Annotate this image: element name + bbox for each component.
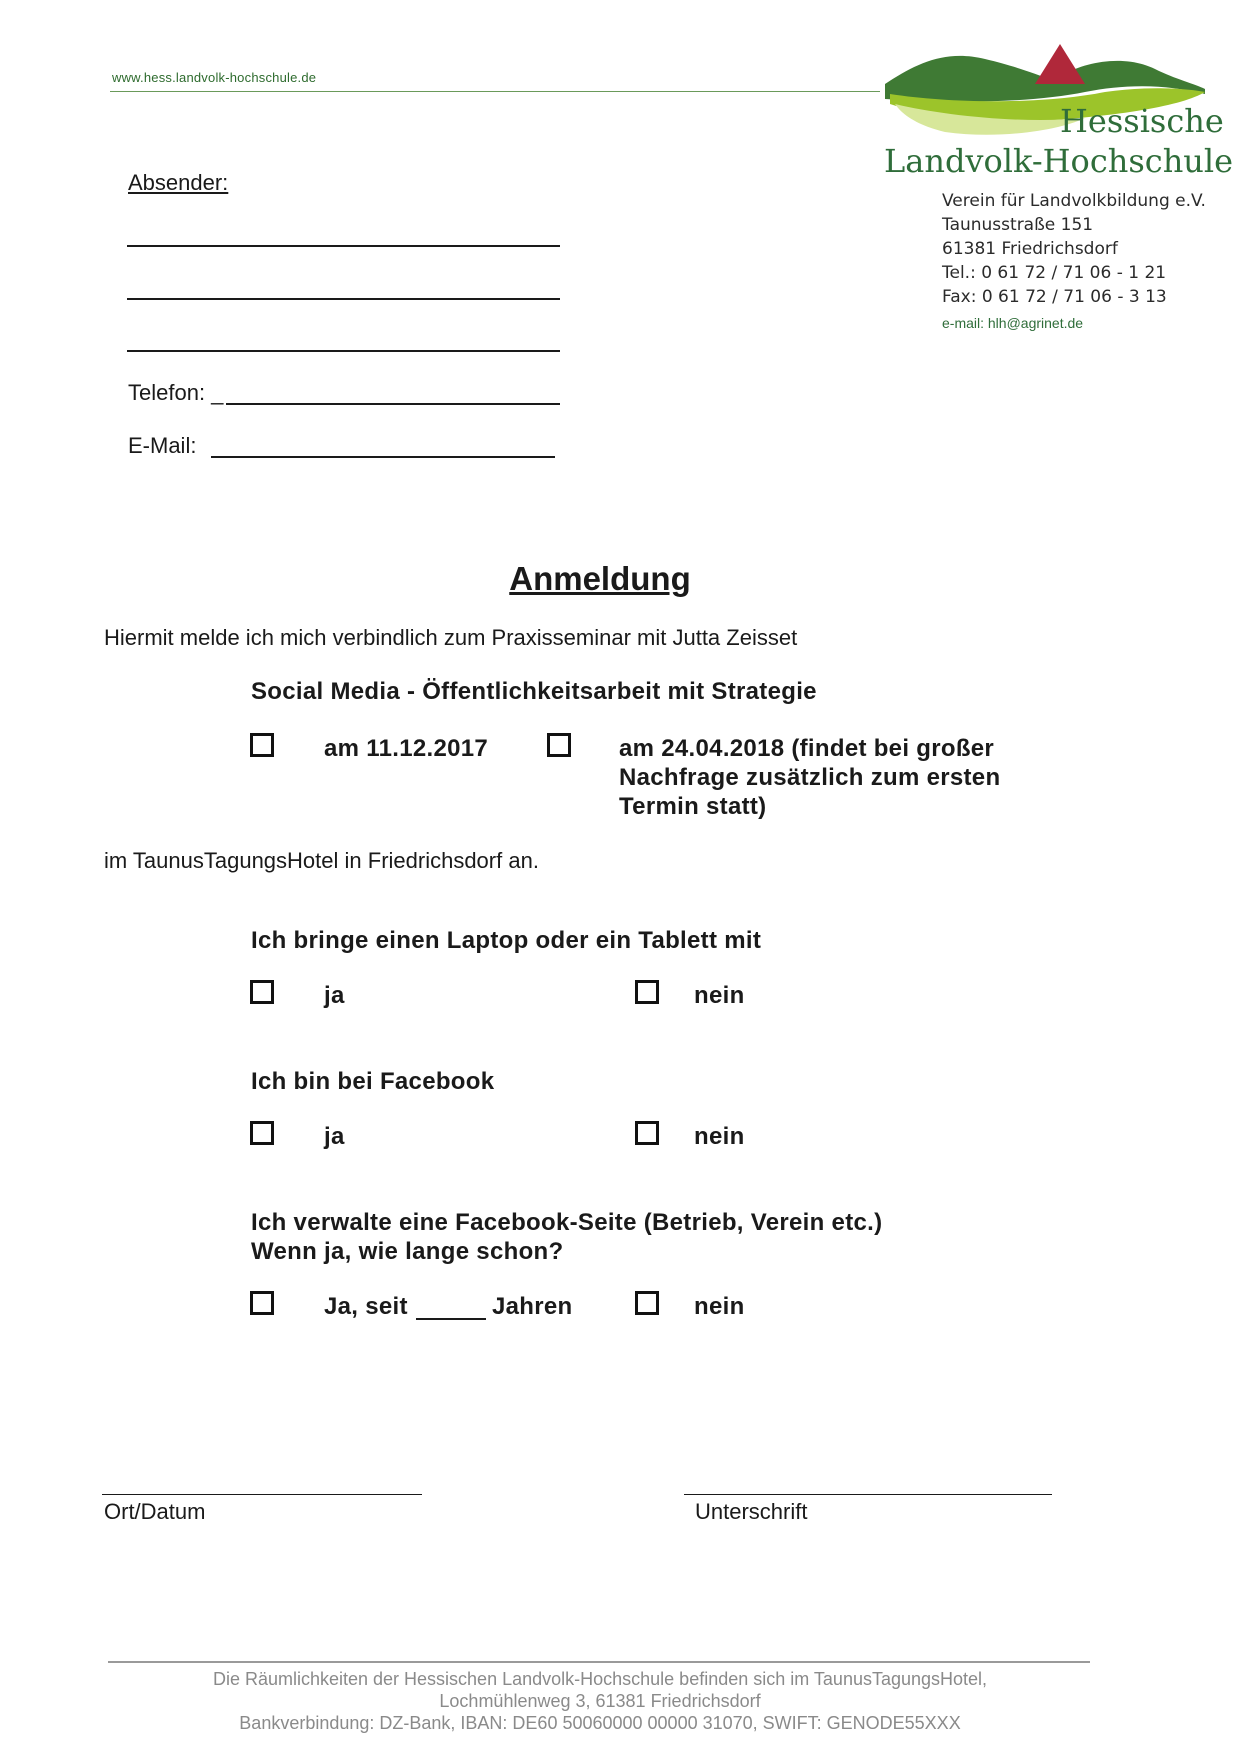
footer-line: Die Räumlichkeiten der Hessischen Landvolk-Hochschule befinden sich im TaunusTagungsHotel, [212,1669,988,1689]
logo-name-line1: Hessische [1060,102,1224,140]
telefon-label: Telefon: _ [128,380,224,405]
fbpage-yes-label: Ja, seit [324,1293,408,1320]
date2-checkbox[interactable] [547,733,571,757]
facebook-no-label: nein [694,1123,745,1150]
question-facebook-page-line2: Wenn ja, wie lange schon? [251,1238,564,1265]
date1-label: am 11.12.2017 [324,735,489,762]
org-address-line: Taunusstraße 151 [942,215,1094,235]
org-phone: Tel.: 0 61 72 / 71 06 - 1 21 [942,263,1167,283]
laptop-yes-checkbox[interactable] [250,980,274,1004]
fbpage-no-checkbox[interactable] [635,1291,659,1315]
absender-label: Absender: [128,170,229,195]
place-date-label: Ort/Datum [104,1499,206,1524]
footer-bank-line: Bankverbindung: DZ-Bank, IBAN: DE60 50060000 00000 31070, SWIFT: GENODE55XXX [239,1713,961,1733]
years-field[interactable] [416,1318,486,1320]
facebook-no-checkbox[interactable] [635,1121,659,1145]
laptop-no-label: nein [694,982,745,1009]
absender-line-3[interactable] [127,350,560,352]
telefon-field[interactable] [226,403,560,405]
email-label: E-Mail: [128,433,197,458]
date1-checkbox[interactable] [250,733,274,757]
seminar-title: Social Media - Öffentlichkeitsarbeit mit Strategie [251,678,817,705]
org-email[interactable]: e-mail: hlh@agrinet.de [942,315,1084,331]
location-text: im TaunusTagungsHotel in Friedrichsdorf an. [104,848,539,873]
laptop-no-checkbox[interactable] [635,980,659,1004]
footer-line: Lochmühlenweg 3, 61381 Friedrichsdorf [439,1691,761,1711]
footer-divider [108,1661,1090,1663]
question-facebook-page-line1: Ich verwalte eine Facebook-Seite (Betrieb, Verein etc.) [251,1209,883,1236]
absender-line-1[interactable] [127,245,560,247]
facebook-yes-checkbox[interactable] [250,1121,274,1145]
email-field[interactable] [211,456,555,458]
fbpage-yes-checkbox[interactable] [250,1291,274,1315]
intro-text: Hiermit melde ich mich verbindlich zum Praxisseminar mit Jutta Zeisset [104,625,798,650]
question-facebook: Ich bin bei Facebook [251,1068,495,1095]
org-fax: Fax: 0 61 72 / 71 06 - 3 13 [942,287,1167,307]
signature-label: Unterschrift [695,1499,808,1524]
fbpage-no-label: nein [694,1293,745,1320]
absender-line-2[interactable] [127,298,560,300]
logo-name-line2: Landvolk-Hochschule [884,142,1234,180]
page-title: Anmeldung [509,560,691,597]
logo-red-triangle [1035,44,1085,84]
date2-label-line1: am 24.04.2018 (findet bei großer [619,735,995,762]
facebook-yes-label: ja [324,1123,345,1150]
website-url[interactable]: www.hess.landvolk-hochschule.de [112,70,317,85]
place-date-line[interactable] [102,1494,422,1495]
header-divider [110,91,880,92]
fbpage-yes-suffix: Jahren [492,1293,573,1320]
question-laptop: Ich bringe einen Laptop oder ein Tablett mit [251,927,762,954]
date2-label-line2: Nachfrage zusätzlich zum ersten [619,764,1001,791]
laptop-yes-label: ja [324,982,345,1009]
org-address-line: Verein für Landvolkbildung e.V. [942,191,1206,211]
signature-line[interactable] [684,1494,1052,1495]
date2-label-line3: Termin statt) [619,793,767,820]
org-address-line: 61381 Friedrichsdorf [942,239,1118,259]
